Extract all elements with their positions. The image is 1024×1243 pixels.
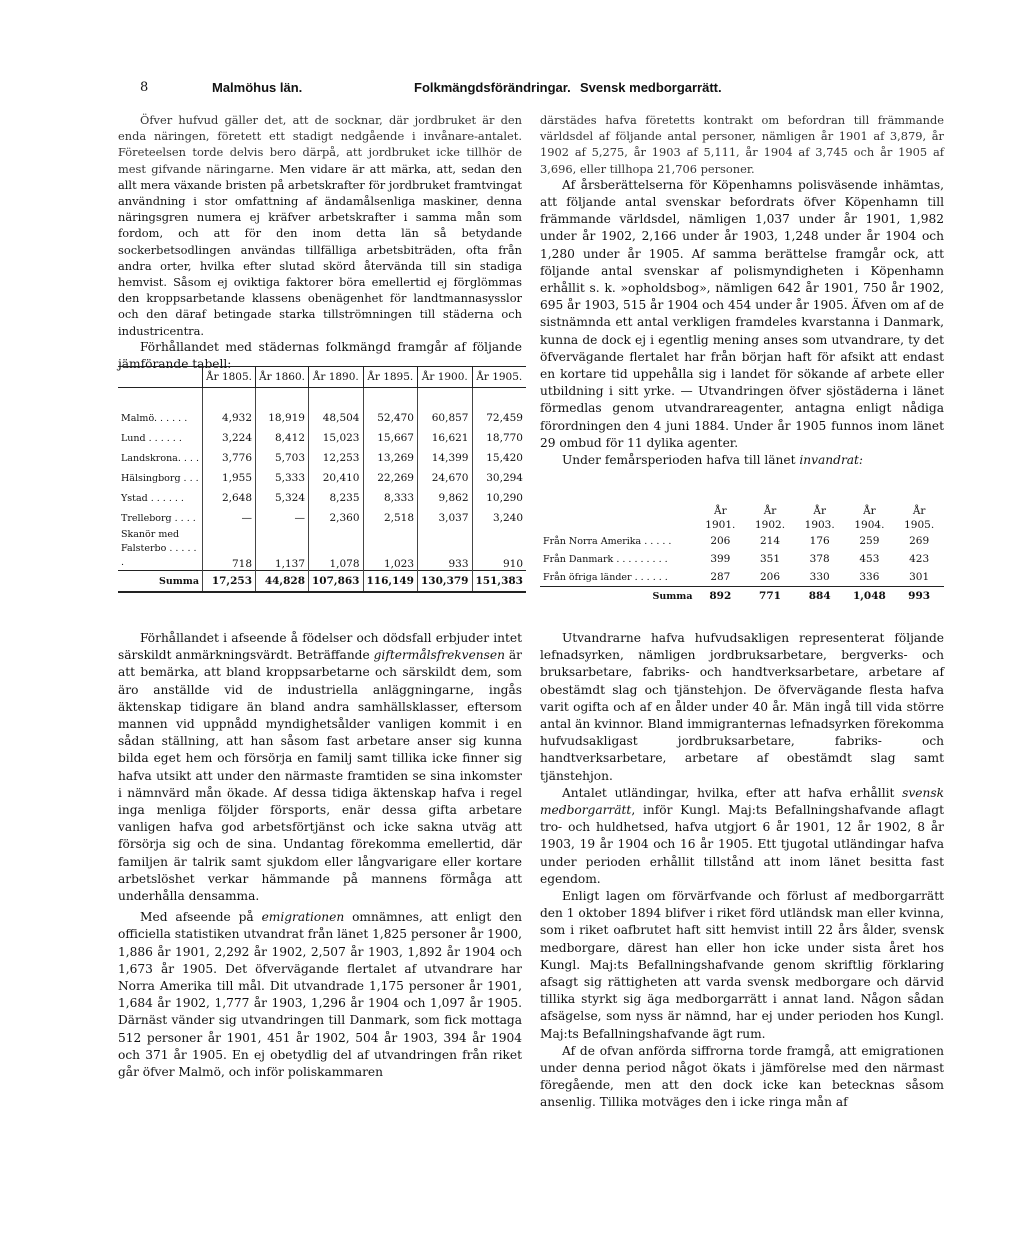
region-heading: Malmöhus län. <box>212 80 303 95</box>
table-header-cell: År 1890. <box>309 367 364 388</box>
paragraph: Af årsberättelserna för Köpenhamns polisväsende inhämtas, att följande antal svenskar befordrats öfver Köpenhamn till främmande världsdel, nämligen 1,037 under år 1901, 1,982 under år 1902, 2,166 under år 1903, 1,248 under år 1904 och 1,280 under år 1905. Af samma berättelse framgår ock, att följande antal svenskar af polismyndigheten i Köpenhamn erhållit s. k. »opholdsbog», nämligen 642 år 1901, 750 år 1902, 695 år 1903, 515 år 1904 och 454 under år 1905. Äfven om af de sistnämnda ett antal verkligen framdeles kvarstanna i Danmark, kunna de dock ej i egentlig mening anses som utvandrare, ty det öfvervägande flertalet har från början haft för afsikt att endast en kortare tid uppehålla sig i landet för sökande af arbete eller utbildning i sitt yrke. — Utvandringen öfver sjöstäderna i länet förmedlas genom utvandrareagenter, antagna enligt nådiga förordningen den 4 juni 1884. Under år 1905 funnos inom länet 29 ombud för 11 dylika agenter. <box>540 177 944 450</box>
table-cell: 330 <box>809 571 830 583</box>
table-cell: 287 <box>710 571 731 583</box>
table-cell: 12,253 <box>309 448 364 468</box>
right-column-top <box>540 112 944 469</box>
table-cell-name: Från Norra Amerika . . . . . <box>543 535 672 547</box>
city-population-table <box>118 366 526 593</box>
table-cell: 8,412 <box>256 428 309 448</box>
table-cell: 60,857 <box>418 408 473 428</box>
table-cell: 3,776 <box>203 448 256 468</box>
table-cell: 14,399 <box>418 448 473 468</box>
paragraph: därstädes hafva företetts kontrakt om befordran till främmande världsdel af följande antal personer, nämligen år 1901 af 3,879, år 1902 af 5,275, år 1903 af 5,111, år 1904 af 3,745 och år 1905 af 3,696, eller tillhopa 21,706 personer. <box>540 113 944 176</box>
table-cell: 4,932 <box>203 408 256 428</box>
table-cell: 2,360 <box>309 508 364 528</box>
table-cell: — <box>256 508 309 528</box>
right-column-bottom <box>540 630 944 1112</box>
table-cell-name: Skanör med Falsterbo . . . . . . <box>121 529 197 568</box>
table-cell: 5,703 <box>256 448 309 468</box>
sum-label: Summa <box>540 587 696 606</box>
table-cell: 933 <box>418 528 473 571</box>
paragraph: Under femårsperioden hafva till länet invandrat: <box>562 453 864 468</box>
table-cell: 1,078 <box>309 528 364 571</box>
table-header-cell: År 1902. <box>754 505 786 531</box>
table-cell: 48,504 <box>309 408 364 428</box>
table-header-cell: År 1895. <box>363 367 418 388</box>
table-cell: 5,324 <box>256 488 309 508</box>
sum-cell: 1,048 <box>845 587 895 606</box>
table-cell: 15,023 <box>309 428 364 448</box>
table-header-row <box>540 504 944 532</box>
table-header-cell: År 1904. <box>854 505 885 531</box>
table-row <box>118 508 526 528</box>
table-cell: 336 <box>859 571 880 583</box>
paragraph: Enligt lagen om förvärfvande och förlust af medborgarrätt den 1 oktober 1894 blifver i riket förd utländsk man eller kvinna, som i riket oafbrutet haft sitt hemvist intill 22 års ålder, svensk medborgare, därest han eller hon icke under sista året hos Kungl. Maj:ts Befallningshafvande genom skriftlig förklaring afsagt sig rättigheten att varda svensk medborgare och därvid tillika styrkt sig äga medborgarrätt i annat land. Någon sådan afsägelse, som nyss är nämnd, har ej under perioden hos Kungl. Maj:ts Befallningshafvande ägt rum. <box>540 889 944 1041</box>
left-column-bottom <box>118 630 522 1081</box>
table-cell: 378 <box>809 553 830 565</box>
table-row <box>118 468 526 488</box>
table-sum-row <box>118 571 526 593</box>
sum-cell: 151,383 <box>472 571 526 593</box>
table-cell: 3,224 <box>203 428 256 448</box>
table-header-cell: År 1903. <box>804 505 835 531</box>
sum-label: Summa <box>118 571 203 593</box>
table-cell: 3,037 <box>418 508 473 528</box>
table-header-cell: År 1905. <box>904 505 935 531</box>
table-cell-name: Trelleborg . . . . <box>121 512 196 524</box>
table-header-cell: År 1860. <box>256 367 309 388</box>
table-cell: 20,410 <box>309 468 364 488</box>
sum-cell: 771 <box>745 587 795 606</box>
paragraph: Af de ofvan anförda siffrorna torde framgå, att emigrationen under denna period något ökats i jämförelse med den närmast föregående, men att den dock icke kan betecknas såsom ansenlig. Tillika motväges den i icke ringa mån af <box>540 1043 944 1110</box>
table-cell: 22,269 <box>363 468 418 488</box>
paragraph: Antalet utländingar, hvilka, efter att hafva erhållit svensk medborgarrätt, inför Kungl. Maj:ts Befallningshafvande aflagt tro- och huldhetsed, hafva utgjort 6 år 1901, 12 år 1902, 8 år 1903, 19 år 1904 och 16 år 1905. Ett tjugotal utländingar hafva under perioden erhållit tillstånd att inom länet besitta fast egendom. <box>540 785 944 886</box>
table-cell: 351 <box>759 553 781 565</box>
table-cell-name: Hälsingborg . . . <box>121 472 199 484</box>
table-cell: — <box>203 508 256 528</box>
table-cell: 15,667 <box>363 428 418 448</box>
paragraph: Förhållandet i afseende å födelser och dödsfall erbjuder intet särskildt anmärkningsvärdt. Beträffande giftermålsfrekvensen är att bemärka, att bland kroppsarbetarne och särskildt dem, som äro anställde vid de industriella anläggningarne, ingås äktenskap tidigare än bland andra samhällsklasser, eftersom mannen vid uppnådd myndighetsålder vanligen kommit i en sådan ställning, att han såsom fast arbetare anser sig kunna bilda eget hem och försörja en familj samt tillika icke finner sig hafva utsikt att under den närmaste framtiden se sina inkomster i nämnvärd mån ökade. Af dessa tidiga äktenskap hafva i regel inga menliga följder försports, enär dessa gifta arbetare vanligen hafva god arbetsförtjänst och icke sakna utväg att försörja sig och de sina. Undantag förekomma emellertid, där familjen är talrik samt sjukdom eller långvarigare eller kortare arbetslöshet verkar hämmande på mannens förmåga att underhålla densamma. <box>118 631 522 904</box>
table-header-cell: År 1805. <box>203 367 256 388</box>
table-cell-name: Landskrona. . . . <box>121 452 199 464</box>
table-row <box>540 568 944 587</box>
sum-cell: 130,379 <box>418 571 473 593</box>
table-cell-name: Malmö. . . . . . <box>121 412 188 424</box>
table-row <box>118 488 526 508</box>
table-cell: 453 <box>859 553 880 565</box>
table-cell: 259 <box>859 535 880 547</box>
emphasis: giftermålsfrekvensen <box>373 648 505 663</box>
table-sum-row <box>540 587 944 606</box>
table-cell: 15,420 <box>472 448 526 468</box>
left-column-top <box>118 112 522 373</box>
table-row <box>118 448 526 468</box>
sum-cell: 107,863 <box>309 571 364 593</box>
table-cell: 2,648 <box>203 488 256 508</box>
paragraph: Med afseende på emigrationen omnämnes, att enligt den officiella statistiken utvandrat från länet 1,825 personer år 1900, 1,886 år 1901, 2,292 år 1902, 2,507 år 1903, 1,892 år 1904 och 1,673 år 1905. Det öfvervägande flertalet af utvandrare har Norra Amerika till mål. Dit utvandrade 1,175 personer år 1901, 1,684 år 1902, 1,777 år 1903, 1,296 år 1904 och 1,097 år 1905. Därnäst vänder sig utvandringen till Danmark, som fick mottaga 512 personer år 1901, 451 år 1902, 504 år 1903, 394 år 1904 och 371 år 1905. En ej obetydlig del af utvandringen från riket går öfver Malmö, och inför poliskammaren <box>118 910 523 1080</box>
table-cell: 8,235 <box>309 488 364 508</box>
table-cell: 13,269 <box>363 448 418 468</box>
table-cell: 30,294 <box>472 468 526 488</box>
table-header-cell: År 1905. <box>472 367 526 388</box>
table-row <box>540 550 944 568</box>
table-cell: 910 <box>472 528 526 571</box>
section-title-2: Svensk medborgarrätt. <box>580 80 722 95</box>
sum-cell: 44,828 <box>256 571 309 593</box>
table-cell: 5,333 <box>256 468 309 488</box>
table-row <box>118 428 526 448</box>
emphasis: emigrationen <box>261 910 345 925</box>
table-cell: 52,470 <box>363 408 418 428</box>
table-cell: 1,023 <box>363 528 418 571</box>
paragraph: Öfver hufvud gäller det, att de socknar, där jordbruket är den enda näringen, företett ett stadigt nedgående i invånare-antalet. Företeelsen torde delvis bero därpå, att jordbruket icke tillhör de mest gifvande näringarne. Men vidare är att märka, att, sedan den allt mera växande bristen på arbetskrafter för jordbruket framtvingat användning i stor omfattning af ändamålsenliga maskiner, denna näringsgren numera ej kräfver arbetskrafter i samma mån som fordom, och att för den inom detta län så betydande sockerbetsodlingen användas tillfälliga arbetsbiträden, ofta från andra orter, hvilka efter slutad skörd återvända till sin stadiga hemvist. Såsom ej oviktiga faktorer böra emellertid ej förglömmas den kroppsarbetande klassens obenägenhet för landtmannasysslor och den däraf betingade starka tillströmningen till städerna och industricentra. <box>118 113 522 338</box>
table-cell: 1,955 <box>203 468 256 488</box>
immigration-table <box>540 504 944 605</box>
table-cell-name: Från öfriga länder . . . . . . <box>543 571 668 583</box>
table-row <box>118 528 526 571</box>
table-cell: 10,290 <box>472 488 526 508</box>
table-cell: 24,670 <box>418 468 473 488</box>
table-cell: 8,333 <box>363 488 418 508</box>
table-header-row <box>118 367 526 388</box>
table-cell: 423 <box>909 553 930 565</box>
table-header-label <box>540 504 696 532</box>
table-row <box>118 408 526 428</box>
table-cell: 399 <box>710 553 731 565</box>
table-cell: 301 <box>909 571 930 583</box>
table-cell-name: Ystad . . . . . . <box>121 492 184 504</box>
table-cell: 72,459 <box>472 408 526 428</box>
table-cell: 16,621 <box>418 428 473 448</box>
table-header-cell: År 1900. <box>418 367 473 388</box>
table-header-label <box>118 367 203 388</box>
paragraph: Förhållandet med städernas folkmängd framgår af följande jämförande tabell: <box>118 339 522 372</box>
table-cell-name: Lund . . . . . . <box>121 432 182 444</box>
table-cell: 1,137 <box>256 528 309 571</box>
section-title-1: Folkmängdsförändringar. <box>414 80 571 95</box>
table-cell: 206 <box>759 571 781 583</box>
table-header-cell: År 1901. <box>705 505 736 531</box>
sum-cell: 993 <box>894 587 944 606</box>
sum-cell: 892 <box>696 587 746 606</box>
table-cell: 2,518 <box>363 508 418 528</box>
emphasis: invandrat: <box>799 453 864 468</box>
table-row <box>540 532 944 550</box>
table-cell: 718 <box>203 528 256 571</box>
table-cell: 3,240 <box>472 508 526 528</box>
table-cell-name: Från Danmark . . . . . . . . . <box>543 553 668 565</box>
table-cell: 269 <box>909 535 930 547</box>
sum-cell: 17,253 <box>203 571 256 593</box>
emphasis: svensk medborgarrätt <box>540 785 944 818</box>
table-cell: 176 <box>809 535 830 547</box>
paragraph: Utvandrarne hafva hufvudsakligen representerat följande lefnadsyrken, nämligen jordbruksarbetare, bergverks- och bruksarbetare, fabriks- och handtverksarbetare, arbetare af obestämdt slag och tjänstehjon. De öfvervägande flesta hafva varit ogifta och af en ålder under 40 år. Män ingå till vida större antal än kvinnor. Bland immigranternas lefnadsyrken förekomma hufvudsakligast jordbruksarbetare, fabriks- och handtverksarbetare, arbetare af obestämdt slag samt tjänstehjon. <box>540 631 944 783</box>
page-number: 8 <box>140 80 149 95</box>
table-cell: 18,919 <box>256 408 309 428</box>
table-cell: 206 <box>710 535 731 547</box>
table-cell: 18,770 <box>472 428 526 448</box>
sum-cell: 884 <box>795 587 845 606</box>
table-cell: 9,862 <box>418 488 473 508</box>
table-cell: 214 <box>759 535 781 547</box>
sum-cell: 116,149 <box>363 571 418 593</box>
